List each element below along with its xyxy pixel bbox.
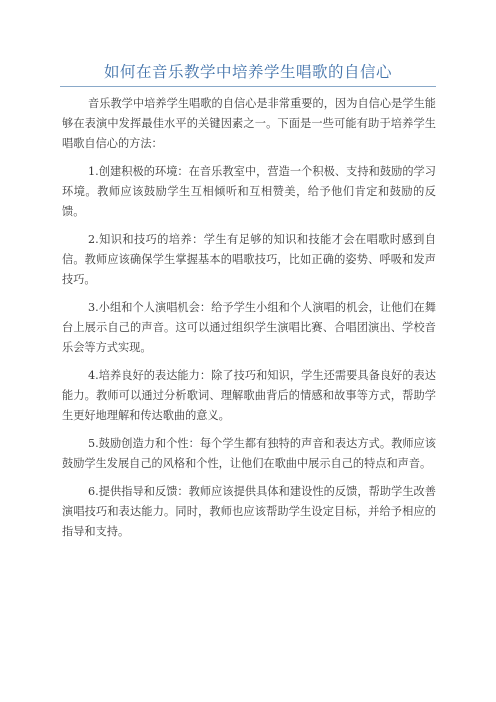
document-body: [62, 94, 436, 550]
title-divider: [60, 86, 436, 87]
point-paragraph: 3.小组和个人演唱机会：给予学生小组和个人演唱的机会，让他们在舞台上展示自己的声音。这可以通过组织学生演唱比赛、合唱团演出、学校音乐会等方式实现。: [62, 301, 436, 354]
point-paragraph: 4.培养良好的表达能力：除了技巧和知识，学生还需要具备良好的表达能力。教师可以通过分析歌词、理解歌曲背后的情感和故事等方式，帮助学生更好地理解和传达歌曲的意义。: [62, 369, 436, 422]
point-paragraph: 5.鼓励创造力和个性：每个学生都有独特的声音和表达方式。教师应该鼓励学生发展自己的风格和个性，让他们在歌曲中展示自己的特点和声音。: [62, 437, 436, 470]
document-title: 如何在音乐教学中培养学生唱歌的自信心: [103, 63, 392, 81]
point-paragraph: 2.知识和技巧的培养：学生有足够的知识和技能才会在唱歌时感到自信。教师应该确保学生掌握基本的唱歌技巧，比如正确的姿势、呼吸和发声技巧。: [62, 233, 436, 286]
intro-paragraph: 音乐教学中培养学生唱歌的自信心是非常重要的，因为自信心是学生能够在表演中发挥最佳水平的关键因素之一。下面是一些可能有助于培养学生唱歌自信心的方法：: [62, 97, 436, 150]
point-paragraph: 6.提供指导和反馈：教师应该提供具体和建设性的反馈，帮助学生改善演唱技巧和表达能力。同时，教师也应该帮助学生设定目标，并给予相应的指导和支持。: [62, 485, 436, 538]
point-paragraph: 1.创建积极的环境：在音乐教室中，营造一个积极、支持和鼓励的学习环境。教师应该鼓励学生互相倾听和互相赞美，给予他们肯定和鼓励的反馈。: [62, 165, 436, 218]
